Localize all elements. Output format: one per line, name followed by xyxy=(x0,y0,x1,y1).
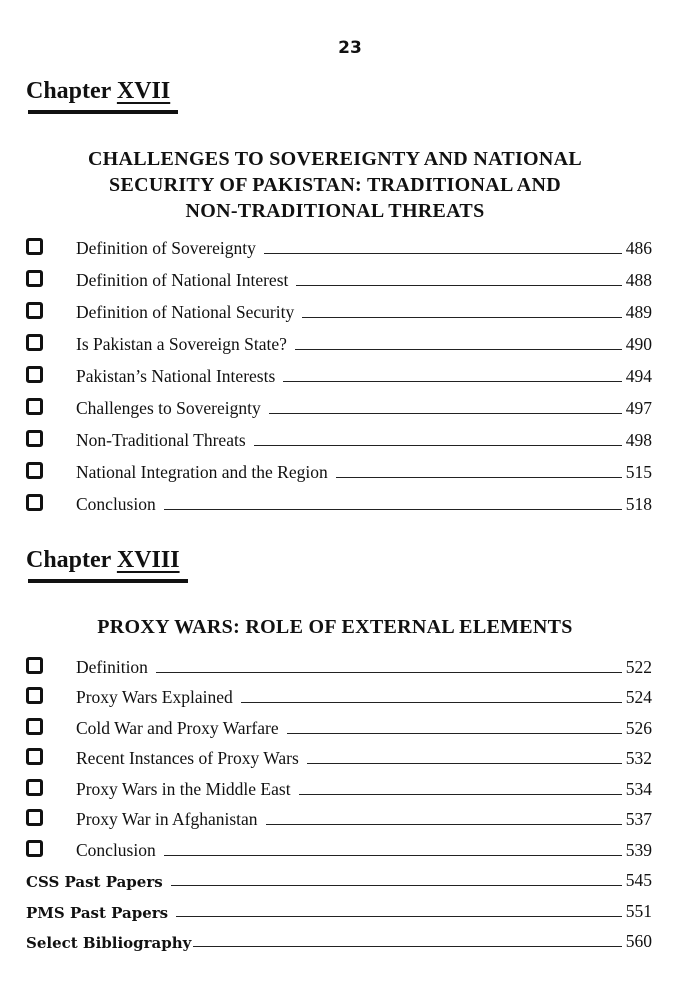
checkbox-icon xyxy=(26,270,43,287)
toc-entry-page: 494 xyxy=(625,366,652,386)
toc-entry-page: 489 xyxy=(625,302,652,322)
toc-entry-page: 539 xyxy=(625,840,652,860)
toc-entry-label: Proxy Wars Explained xyxy=(76,687,233,707)
checkbox-icon xyxy=(26,494,43,511)
toc-entry[interactable] xyxy=(26,299,652,323)
toc-entry-label: CSS Past Papers xyxy=(26,873,163,891)
toc-entry[interactable] xyxy=(26,806,652,830)
leader-line xyxy=(302,317,622,318)
page-number: 23 xyxy=(338,38,362,58)
toc-entry-label: Non-Traditional Threats xyxy=(76,430,246,450)
checkbox-icon xyxy=(26,657,43,674)
toc-entry[interactable] xyxy=(26,331,652,355)
toc-entry[interactable] xyxy=(26,898,652,922)
toc-entry-label: Cold War and Proxy Warfare xyxy=(76,718,279,738)
toc-entry-label: Conclusion xyxy=(76,494,156,514)
toc-entry-label: Recent Instances of Proxy Wars xyxy=(76,748,299,768)
toc-entry-label: Proxy Wars in the Middle East xyxy=(76,779,291,799)
toc-entry-label: Is Pakistan a Sovereign State? xyxy=(76,334,287,354)
chapter-title-17 xyxy=(0,146,670,224)
chapter-title-18 xyxy=(0,614,670,640)
leader-line xyxy=(287,733,622,734)
leader-line xyxy=(307,763,622,764)
toc-entry[interactable] xyxy=(26,684,652,708)
toc-entry-label: Proxy War in Afghanistan xyxy=(76,809,258,829)
title-line: PROXY WARS: ROLE OF EXTERNAL ELEMENTS xyxy=(97,616,573,638)
toc-entry-label: Pakistan’s National Interests xyxy=(76,366,276,386)
toc-entry-page: 522 xyxy=(625,657,652,677)
leader-line xyxy=(283,381,621,382)
checkbox-icon xyxy=(26,687,43,704)
toc-entry-page: 545 xyxy=(625,870,652,890)
leader-line xyxy=(264,253,622,254)
toc-entry-label: Definition of Sovereignty xyxy=(76,238,256,258)
chapter-heading-18 xyxy=(26,547,180,574)
toc-entry-label: Challenges to Sovereignty xyxy=(76,398,261,418)
toc-entry[interactable] xyxy=(26,363,652,387)
toc-entry-page: 515 xyxy=(625,462,652,482)
toc-entry-page: 498 xyxy=(625,430,652,450)
toc-entry[interactable] xyxy=(26,837,652,861)
toc-entry-label: PMS Past Papers xyxy=(26,904,169,922)
chapter-word: Chapter xyxy=(26,78,111,104)
checkbox-icon xyxy=(26,238,43,255)
toc-entry[interactable] xyxy=(26,867,652,891)
checkbox-icon xyxy=(26,302,43,319)
chapter-rule xyxy=(28,110,178,114)
toc-entry[interactable] xyxy=(26,459,652,483)
toc-entry-page: 532 xyxy=(625,748,652,768)
toc-entry-page: 518 xyxy=(625,494,652,514)
toc-entry[interactable] xyxy=(26,491,652,515)
toc-entry[interactable] xyxy=(26,776,652,800)
leader-line xyxy=(266,824,622,825)
toc-entry-page: 526 xyxy=(625,718,652,738)
toc-entry-label: Select Bibliography xyxy=(26,934,192,952)
leader-line xyxy=(296,285,621,286)
leader-line xyxy=(269,413,622,414)
toc-entry[interactable] xyxy=(26,745,652,769)
leader-line xyxy=(336,477,622,478)
leader-line xyxy=(171,885,622,886)
checkbox-icon xyxy=(26,748,43,765)
toc-entry[interactable] xyxy=(26,654,652,678)
toc-entry-page: 560 xyxy=(625,931,652,951)
leader-line xyxy=(193,946,621,947)
toc-entry-page: 490 xyxy=(625,334,652,354)
leader-line xyxy=(295,349,622,350)
toc-entry-page: 524 xyxy=(625,687,652,707)
toc-entry[interactable] xyxy=(26,267,652,291)
checkbox-icon xyxy=(26,366,43,383)
checkbox-icon xyxy=(26,779,43,796)
chapter-word: Chapter xyxy=(26,547,111,573)
toc-entry-label: National Integration and the Region xyxy=(76,462,328,482)
checkbox-icon xyxy=(26,430,43,447)
checkbox-icon xyxy=(26,398,43,415)
chapter-number: XVII xyxy=(116,78,171,104)
title-line: NON-TRADITIONAL THREATS xyxy=(185,200,485,222)
toc-entry[interactable] xyxy=(26,427,652,451)
toc-entry[interactable] xyxy=(26,715,652,739)
checkbox-icon xyxy=(26,809,43,826)
toc-entry[interactable] xyxy=(26,928,652,952)
toc-entry-page: 497 xyxy=(625,398,652,418)
leader-line xyxy=(164,855,622,856)
chapter-rule xyxy=(28,579,188,583)
chapter-number: XVIII xyxy=(116,547,180,573)
toc-entry-label: Definition xyxy=(76,657,148,677)
leader-line xyxy=(241,702,622,703)
title-line: CHALLENGES TO SOVEREIGNTY AND NATIONAL xyxy=(87,148,583,170)
chapter-heading-17 xyxy=(26,78,170,105)
toc-entry-label: Conclusion xyxy=(76,840,156,860)
toc-entry-page: 534 xyxy=(625,779,652,799)
toc-entry-page: 551 xyxy=(625,901,652,921)
toc-entry-label: Definition of National Security xyxy=(76,302,295,322)
toc-entry[interactable] xyxy=(26,395,652,419)
toc-entry-page: 486 xyxy=(625,238,652,258)
toc-entry[interactable] xyxy=(26,235,652,259)
toc-entry-page: 488 xyxy=(625,270,652,290)
title-line: SECURITY OF PAKISTAN: TRADITIONAL AND xyxy=(109,174,561,196)
checkbox-icon xyxy=(26,334,43,351)
toc-entry-label: Definition of National Interest xyxy=(76,270,289,290)
leader-line xyxy=(254,445,622,446)
checkbox-icon xyxy=(26,840,43,857)
leader-line xyxy=(299,794,622,795)
leader-line xyxy=(164,509,622,510)
checkbox-icon xyxy=(26,462,43,479)
leader-line xyxy=(176,916,622,917)
leader-line xyxy=(156,672,622,673)
toc-entry-page: 537 xyxy=(625,809,652,829)
checkbox-icon xyxy=(26,718,43,735)
